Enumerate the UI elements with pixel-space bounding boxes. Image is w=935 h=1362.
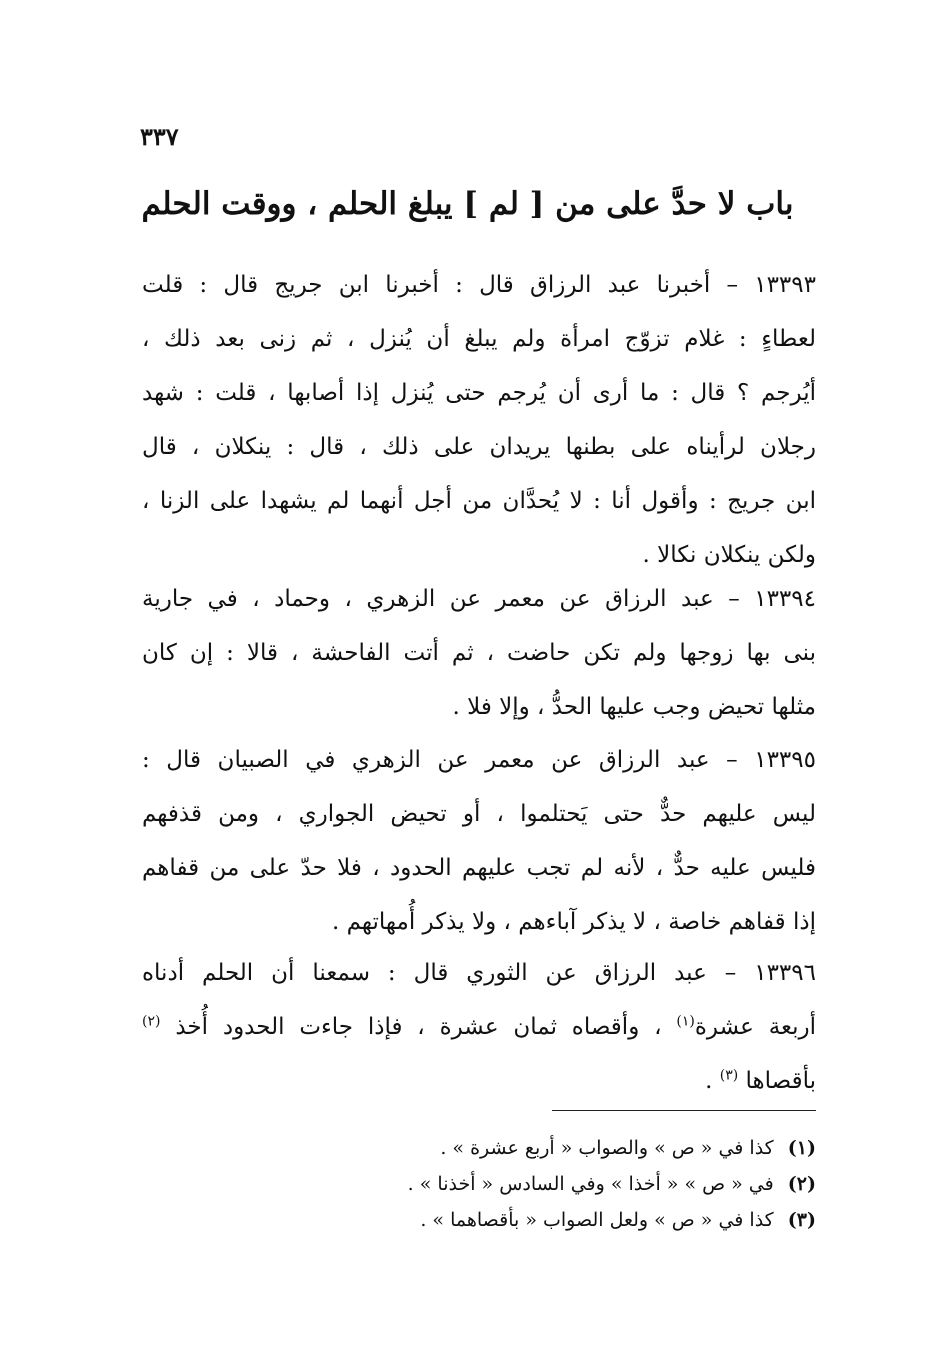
footnote-text: كذا في « ص » والصواب « أربع عشرة » .	[440, 1137, 774, 1159]
page-number: ٣٣٧	[140, 122, 179, 151]
text-line: رجلان لرأيناه على بطنها يريدان على ذلك ، قال : ينكلان ، قال	[142, 434, 816, 460]
text-line: ١٣٣٩٣ – أخبرنا عبد الرزاق قال : أخبرنا ابن جريج قال : قلت	[142, 272, 816, 298]
footnotes	[300, 1130, 816, 1238]
text-line	[142, 1054, 816, 1108]
footnote-text: في « ص » « أخذا » وفي السادس « أخذنا » .	[407, 1173, 774, 1195]
text-line	[142, 1000, 816, 1054]
footnote-divider	[552, 1110, 816, 1111]
footnote-3	[300, 1202, 816, 1238]
text-fragment: .	[705, 1068, 713, 1094]
footnote-number: (٢)	[787, 1173, 816, 1195]
footnote-text: كذا في « ص » ولعل الصواب « بأقصاهما » .	[420, 1209, 774, 1231]
text-line: ١٣٣٩٤ – عبد الرزاق عن معمر عن الزهري ، وحماد ، في جارية	[142, 586, 816, 612]
text-fragment: ، وأقصاه ثمان عشرة ، فإذا جاءت الحدود أُخذ	[175, 1014, 662, 1040]
text-line: ولكن ينكلان نكالا .	[642, 542, 816, 568]
text-line: ١٣٣٩٥ – عبد الرزاق عن معمر عن الزهري في الصبيان قال :	[142, 747, 816, 773]
text-line: لعطاءٍ : غلام تزوّج امرأة ولم يبلغ أن يُنزل ، ثم زنى بعد ذلك ،	[142, 326, 816, 352]
footnote-2	[300, 1166, 816, 1202]
text-fragment: بأقصاها	[745, 1068, 816, 1094]
text-line: ١٣٣٩٦ – عبد الرزاق عن الثوري قال : سمعنا أن الحلم أدناه	[142, 960, 816, 986]
text-line: ابن جريج : وأقول أنا : لا يُحدَّان من أجل أنهما لم يشهدا على الزنا ،	[142, 488, 816, 514]
text-line: ليس عليهم حدٌّ حتى يَحتلموا ، أو تحيض الجواري ، ومن قذفهم	[142, 801, 816, 827]
text-line: بنى بها زوجها ولم تكن حاضت ، ثم أتت الفاحشة ، قالا : إن كان	[142, 640, 816, 666]
chapter-title: باب لا حدَّ على من [ لم ] يبلغ الحلم ، ووقت الحلم	[141, 186, 794, 222]
footnote-1	[300, 1130, 816, 1166]
text-line: أيُرجم ؟ قال : ما أرى أن يُرجم حتى يُنزل إذا أصابها ، قلت : شهد	[142, 380, 816, 406]
text-line: إذا قفاهم خاصة ، لا يذكر آباءهم ، ولا يذكر أُمهاتهم .	[331, 909, 816, 935]
text-fragment: أربعة عشرة	[694, 1014, 816, 1040]
footnote-ref-2[interactable]: (٢)	[142, 1013, 161, 1030]
footnote-number: (٣)	[787, 1209, 816, 1231]
footnote-number: (١)	[787, 1137, 816, 1159]
text-line: فليس عليه حدٌّ ، لأنه لم تجب عليهم الحدود ، فلا حدّ على من قفاهم	[142, 855, 816, 881]
text-line: مثلها تحيض وجب عليها الحدُّ ، وإلا فلا .	[452, 694, 816, 720]
footnote-ref-1[interactable]: (١)	[676, 1013, 695, 1030]
footnote-ref-3[interactable]: (٣)	[719, 1067, 739, 1084]
